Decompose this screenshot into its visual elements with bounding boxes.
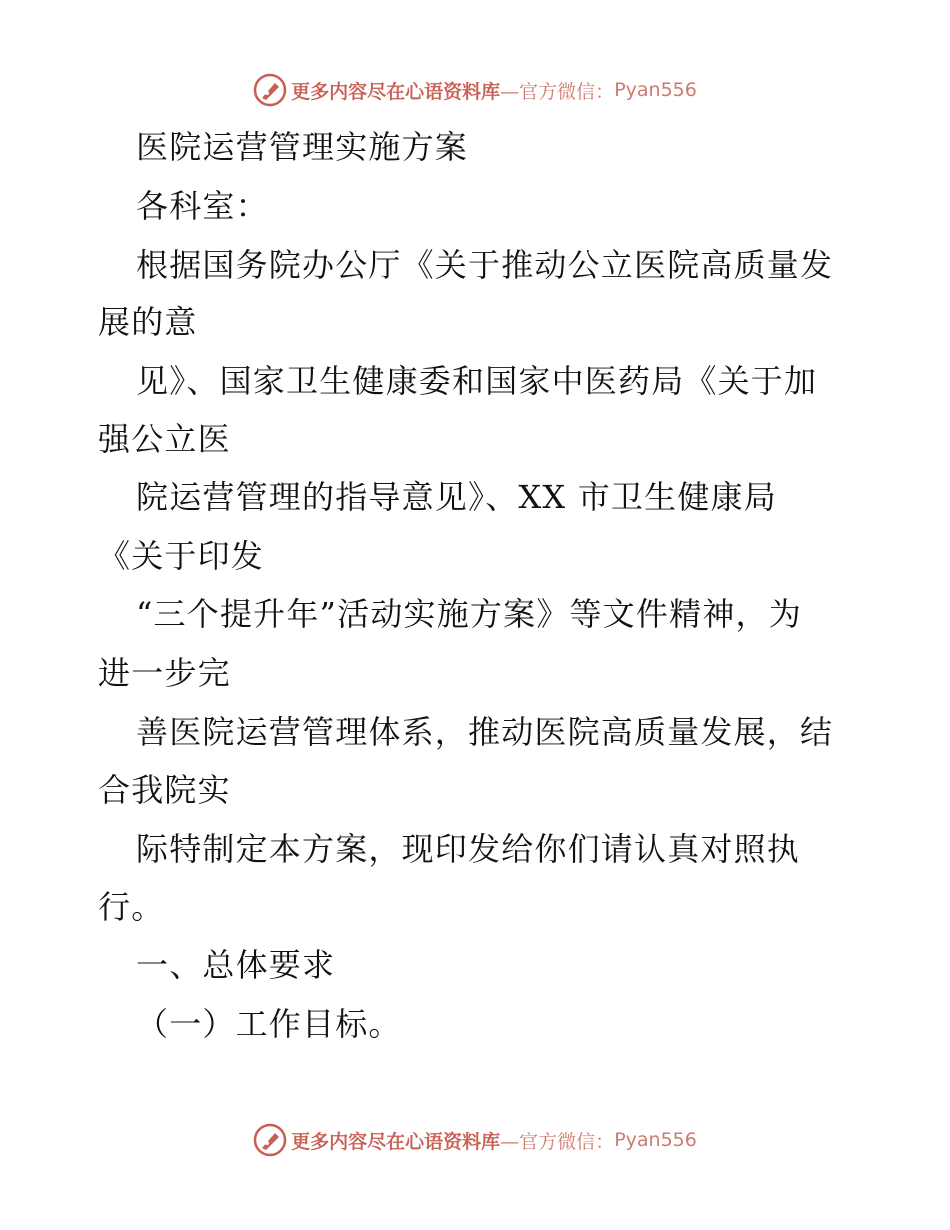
pen-logo-icon xyxy=(253,73,287,107)
paragraph-line: 善医院运营管理体系，推动医院高质量发展，结 xyxy=(136,713,834,751)
paragraph-line: 《关于印发 xyxy=(98,537,265,575)
paragraph-line: “三个提升年”活动实施方案》等文件精神，为 xyxy=(136,595,802,633)
paragraph-line: 进一步完 xyxy=(98,654,231,692)
header-watermark xyxy=(0,70,950,110)
watermark-sub-text: —官方微信： xyxy=(500,80,615,103)
paragraph-line: 见》、国家卫生健康委和国家中医药局《关于加 xyxy=(136,362,818,400)
paragraph-line: 行。 xyxy=(98,888,165,926)
subsection-heading: （一）工作目标。 xyxy=(136,1005,402,1043)
section-heading: 一、总体要求 xyxy=(136,946,336,984)
watermark-main-text: 更多内容尽在心语资料库 xyxy=(291,1130,501,1153)
paragraph-line: 际特制定本方案，现印发给你们请认真对照执 xyxy=(136,830,801,868)
watermark-main-text: 更多内容尽在心语资料库 xyxy=(291,80,501,103)
paragraph-line: 强公立医 xyxy=(98,420,231,458)
paragraph-line: 展的意 xyxy=(98,303,198,341)
watermark-sub-text: —官方微信： xyxy=(500,1130,615,1153)
pen-logo-icon xyxy=(253,1123,287,1157)
paragraph-line: 院运营管理的指导意见》、XX 市卫生健康局 xyxy=(136,478,777,516)
paragraph-line: 根据国务院办公厅《关于推动公立医院高质量发 xyxy=(136,246,834,284)
footer-watermark xyxy=(0,1120,950,1160)
document-title: 医院运营管理实施方案 xyxy=(136,128,469,166)
salutation: 各科室： xyxy=(136,187,269,225)
paragraph-line: 合我院实 xyxy=(98,771,231,809)
watermark-wechat-id: Pyan556 xyxy=(614,79,697,101)
watermark-wechat-id: Pyan556 xyxy=(614,1129,697,1151)
